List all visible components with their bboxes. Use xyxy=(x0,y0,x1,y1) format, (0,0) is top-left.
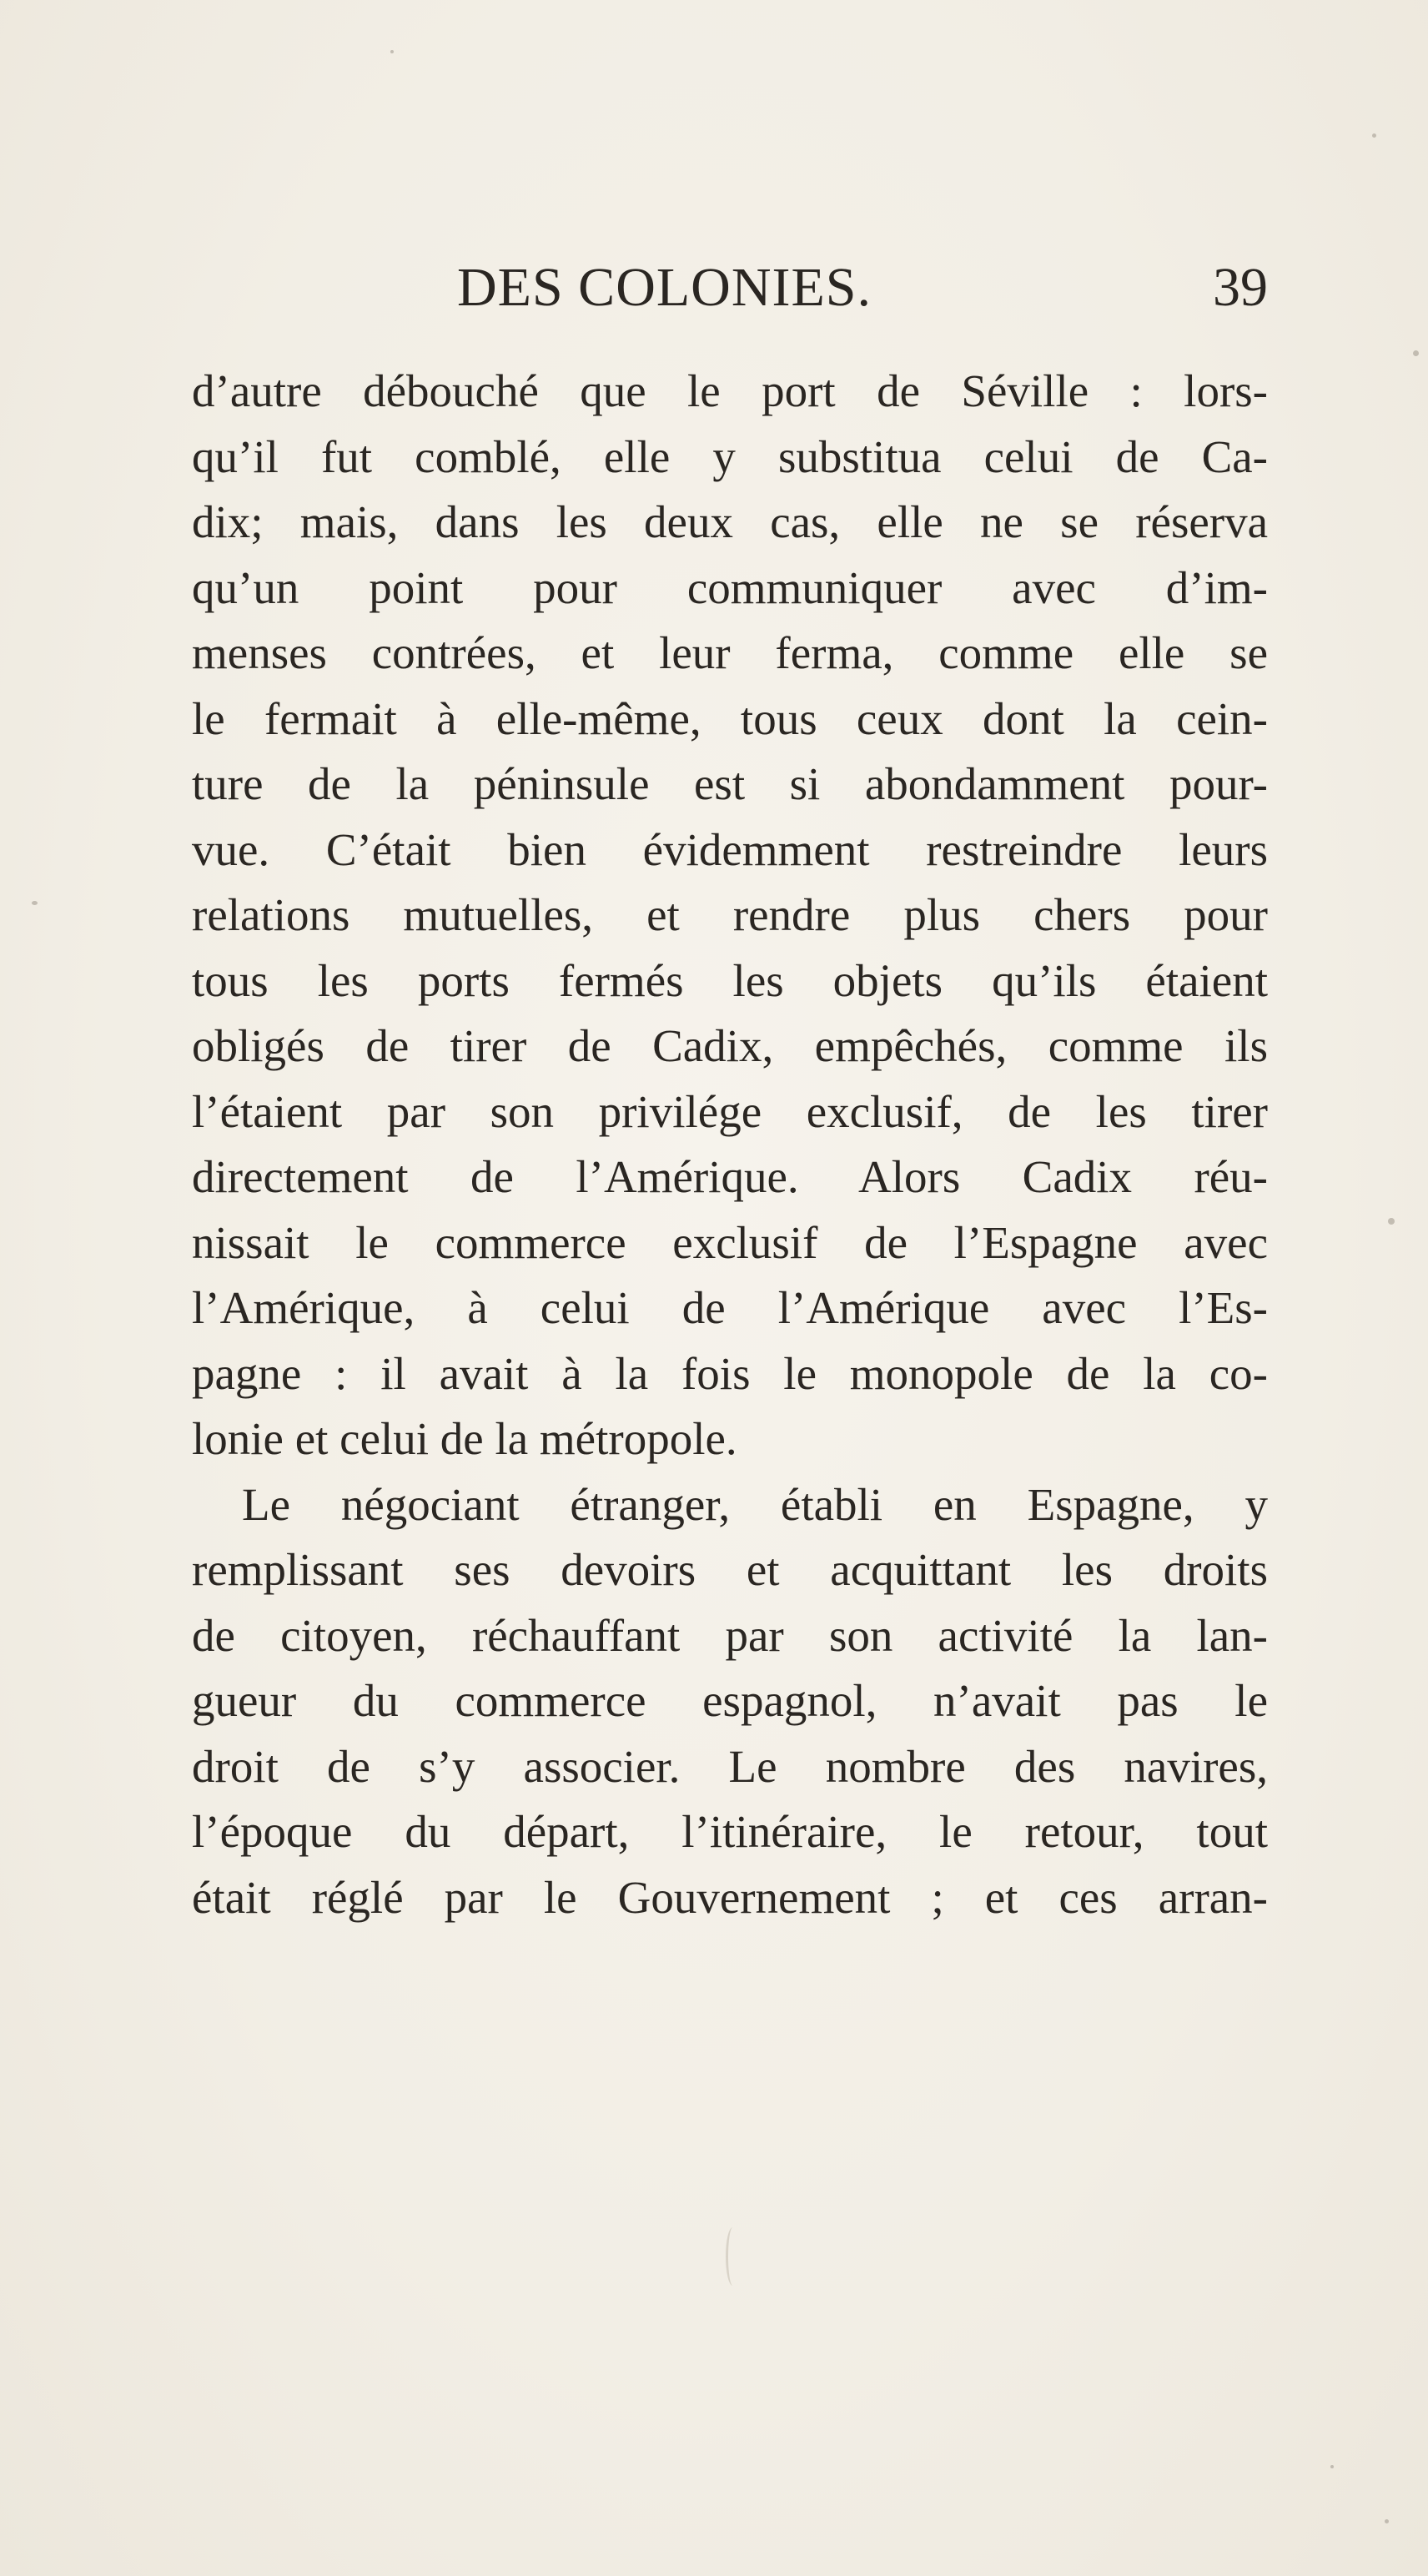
text-line: d’autre débouché que le port de Séville : lors- xyxy=(192,365,1268,416)
text-line: tous les ports fermés les objets qu’ils étaient xyxy=(192,954,1268,1006)
paper-speck xyxy=(1413,350,1419,356)
page-number: 39 xyxy=(1213,257,1268,318)
body-text xyxy=(192,359,1268,1930)
text-line: l’Amérique, à celui de l’Amérique avec l’Es- xyxy=(192,1282,1268,1333)
text-line: ture de la péninsule est si abondamment pour- xyxy=(192,758,1268,809)
text-line: vue. C’était bien évidemment restreindre leurs xyxy=(192,823,1268,875)
paper-speck xyxy=(1330,2465,1334,2468)
text-line: était réglé par le Gouvernement ; et ces arran- xyxy=(192,1871,1268,1923)
text-line: l’étaient par son privilége exclusif, de les tirer xyxy=(192,1085,1268,1137)
paper-mark xyxy=(726,2227,740,2286)
text-line: pagne : il avait à la fois le monopole de la co- xyxy=(192,1347,1268,1399)
text-line: qu’il fut comblé, elle y substitua celui de Ca- xyxy=(192,430,1268,482)
text-line: nissait le commerce exclusif de l’Espagne avec xyxy=(192,1216,1268,1268)
text-line: droit de s’y associer. Le nombre des navires, xyxy=(192,1740,1268,1792)
paper-speck xyxy=(1372,133,1376,138)
text-line: remplissant ses devoirs et acquittant les droits xyxy=(192,1544,1268,1595)
paragraph-end-line: lonie et celui de la métropole. xyxy=(192,1413,737,1464)
text-line: gueur du commerce espagnol, n’avait pas le xyxy=(192,1675,1268,1726)
text-line: menses contrées, et leur ferma, comme elle se xyxy=(192,627,1268,678)
paragraph-start-line: Le négociant étranger, établi en Espagne, y xyxy=(242,1478,1268,1530)
paper-speck xyxy=(32,901,38,905)
text-line: relations mutuelles, et rendre plus chers pour xyxy=(192,889,1268,940)
paper-speck xyxy=(1385,2519,1389,2523)
text-line: qu’un point pour communiquer avec d’im- xyxy=(192,561,1268,613)
paper-speck xyxy=(390,50,394,53)
text-line: directement de l’Amérique. Alors Cadix réu- xyxy=(192,1151,1268,1202)
text-line: dix; mais, dans les deux cas, elle ne se réserva xyxy=(192,496,1268,547)
text-line: l’époque du départ, l’itinéraire, le retour, tout xyxy=(192,1806,1268,1857)
text-line: le fermait à elle-même, tous ceux dont la cein- xyxy=(192,692,1268,744)
running-head xyxy=(192,250,1268,325)
paper-speck xyxy=(1388,1218,1395,1225)
running-title: DES COLONIES. xyxy=(457,257,872,318)
text-line: obligés de tirer de Cadix, empêchés, comme ils xyxy=(192,1020,1268,1071)
text-line: de citoyen, réchauffant par son activité la lan- xyxy=(192,1609,1268,1661)
